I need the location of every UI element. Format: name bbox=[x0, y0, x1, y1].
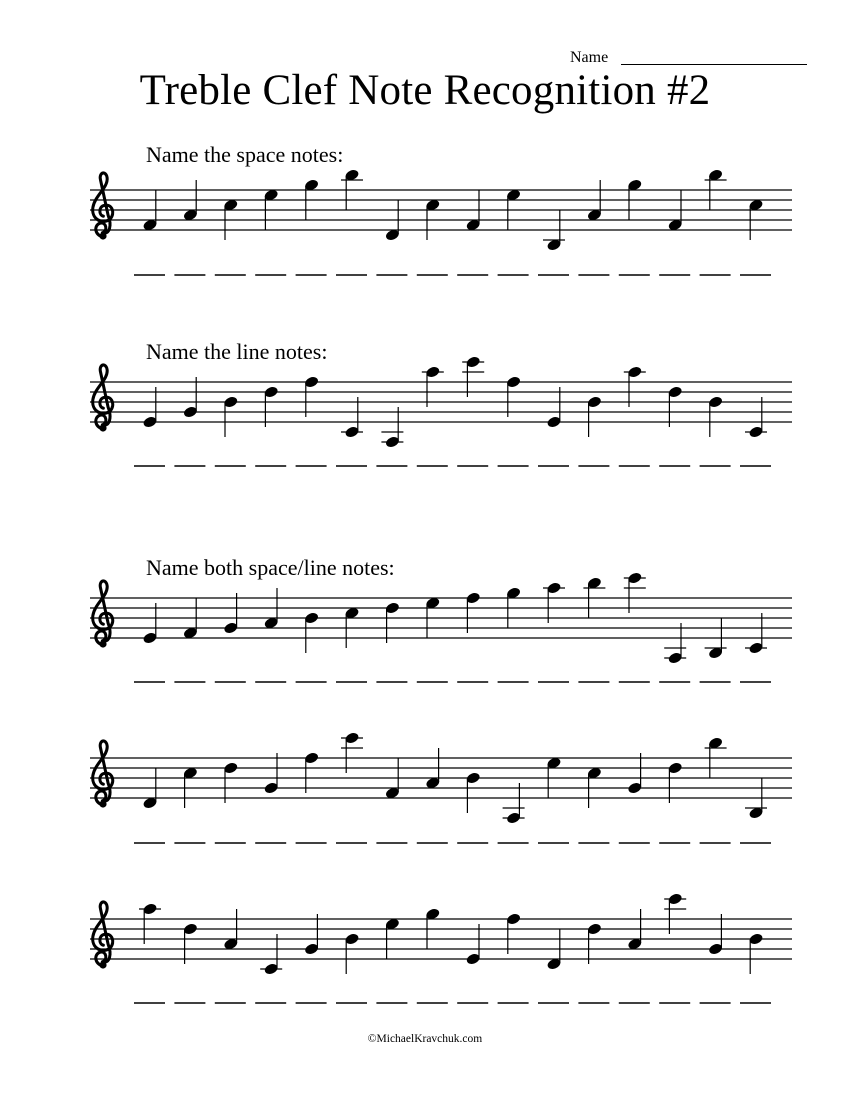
note-F5 bbox=[304, 751, 320, 793]
note-B4 bbox=[344, 932, 360, 974]
note-F4 bbox=[385, 758, 401, 800]
note-G5 bbox=[425, 907, 441, 949]
note-C4 bbox=[260, 934, 282, 976]
note-B4 bbox=[748, 932, 764, 974]
note-A5 bbox=[543, 581, 565, 623]
note-E5 bbox=[385, 917, 401, 959]
instruction-space-notes: Name the space notes: bbox=[146, 142, 344, 167]
note-B4 bbox=[223, 395, 239, 437]
note-D4 bbox=[385, 200, 401, 242]
note-G4 bbox=[223, 593, 239, 635]
note-C5 bbox=[183, 766, 199, 808]
note-G4 bbox=[304, 914, 320, 956]
note-F5 bbox=[506, 912, 522, 954]
note-E5 bbox=[506, 188, 522, 230]
note-D5 bbox=[223, 761, 239, 803]
note-E4 bbox=[546, 387, 562, 429]
note-D4 bbox=[546, 929, 562, 971]
note-B4 bbox=[587, 395, 603, 437]
note-C5 bbox=[344, 606, 360, 648]
treble-clef-icon bbox=[93, 902, 113, 966]
note-C4 bbox=[745, 613, 767, 655]
note-G4 bbox=[263, 753, 279, 795]
note-D5 bbox=[667, 761, 683, 803]
note-D4 bbox=[142, 768, 158, 810]
note-G4 bbox=[708, 914, 724, 956]
note-C6 bbox=[462, 355, 484, 397]
note-D5 bbox=[385, 601, 401, 643]
note-C4 bbox=[341, 397, 363, 439]
note-E5 bbox=[425, 596, 441, 638]
note-B3 bbox=[745, 778, 767, 820]
note-B5 bbox=[705, 736, 727, 778]
note-C5 bbox=[587, 766, 603, 808]
staff-2 bbox=[90, 355, 792, 466]
note-E4 bbox=[142, 387, 158, 429]
treble-clef-icon bbox=[93, 173, 113, 237]
note-E5 bbox=[546, 756, 562, 798]
note-B4 bbox=[465, 771, 481, 813]
name-label: Name bbox=[570, 49, 609, 66]
note-G4 bbox=[183, 377, 199, 419]
note-G4 bbox=[627, 753, 643, 795]
note-C6 bbox=[664, 892, 686, 934]
staff-3 bbox=[90, 571, 792, 682]
note-F4 bbox=[142, 190, 158, 232]
note-A4 bbox=[183, 180, 199, 222]
treble-clef-dot bbox=[99, 232, 106, 239]
treble-clef-dot bbox=[99, 640, 106, 647]
note-F5 bbox=[465, 591, 481, 633]
note-A4 bbox=[425, 748, 441, 790]
note-B5 bbox=[341, 168, 363, 210]
note-F5 bbox=[304, 375, 320, 417]
note-B3 bbox=[543, 210, 565, 252]
note-A5 bbox=[422, 365, 444, 407]
note-C6 bbox=[624, 571, 646, 613]
instruction-both-notes: Name both space/line notes: bbox=[146, 555, 395, 580]
note-C5 bbox=[223, 198, 239, 240]
note-E5 bbox=[263, 188, 279, 230]
note-D5 bbox=[667, 385, 683, 427]
note-A3 bbox=[381, 407, 403, 449]
note-C6 bbox=[341, 731, 363, 773]
note-B4 bbox=[708, 395, 724, 437]
note-E4 bbox=[465, 924, 481, 966]
treble-clef-icon bbox=[93, 581, 113, 645]
note-C5 bbox=[425, 198, 441, 240]
note-B5 bbox=[705, 168, 727, 210]
note-F4 bbox=[667, 190, 683, 232]
note-E4 bbox=[142, 603, 158, 645]
staff-4 bbox=[90, 731, 792, 843]
page-title: Treble Clef Note Recognition #2 bbox=[139, 67, 711, 114]
note-F4 bbox=[465, 190, 481, 232]
instruction-line-notes: Name the line notes: bbox=[146, 339, 328, 364]
note-F4 bbox=[183, 598, 199, 640]
note-D5 bbox=[183, 922, 199, 964]
treble-clef-dot bbox=[99, 961, 106, 968]
note-A4 bbox=[627, 909, 643, 951]
note-A4 bbox=[223, 909, 239, 951]
note-A4 bbox=[587, 180, 603, 222]
note-B5 bbox=[583, 576, 605, 618]
staff-1 bbox=[90, 168, 792, 275]
note-G5 bbox=[627, 178, 643, 220]
footer-copyright: ©MichaelKravchuk.com bbox=[367, 1033, 483, 1045]
treble-clef-dot bbox=[99, 800, 106, 807]
note-A3 bbox=[503, 783, 525, 825]
note-F5 bbox=[506, 375, 522, 417]
note-D5 bbox=[263, 385, 279, 427]
note-D5 bbox=[587, 922, 603, 964]
note-G5 bbox=[506, 586, 522, 628]
note-A4 bbox=[263, 588, 279, 630]
note-C5 bbox=[748, 198, 764, 240]
note-A3 bbox=[664, 623, 686, 665]
treble-clef-icon bbox=[93, 365, 113, 429]
treble-clef-dot bbox=[99, 424, 106, 431]
note-B3 bbox=[705, 618, 727, 660]
note-A5 bbox=[624, 365, 646, 407]
note-A5 bbox=[139, 902, 161, 944]
staff-5 bbox=[90, 892, 792, 1003]
note-C4 bbox=[745, 397, 767, 439]
treble-clef-icon bbox=[93, 741, 113, 805]
note-B4 bbox=[304, 611, 320, 653]
note-G5 bbox=[304, 178, 320, 220]
